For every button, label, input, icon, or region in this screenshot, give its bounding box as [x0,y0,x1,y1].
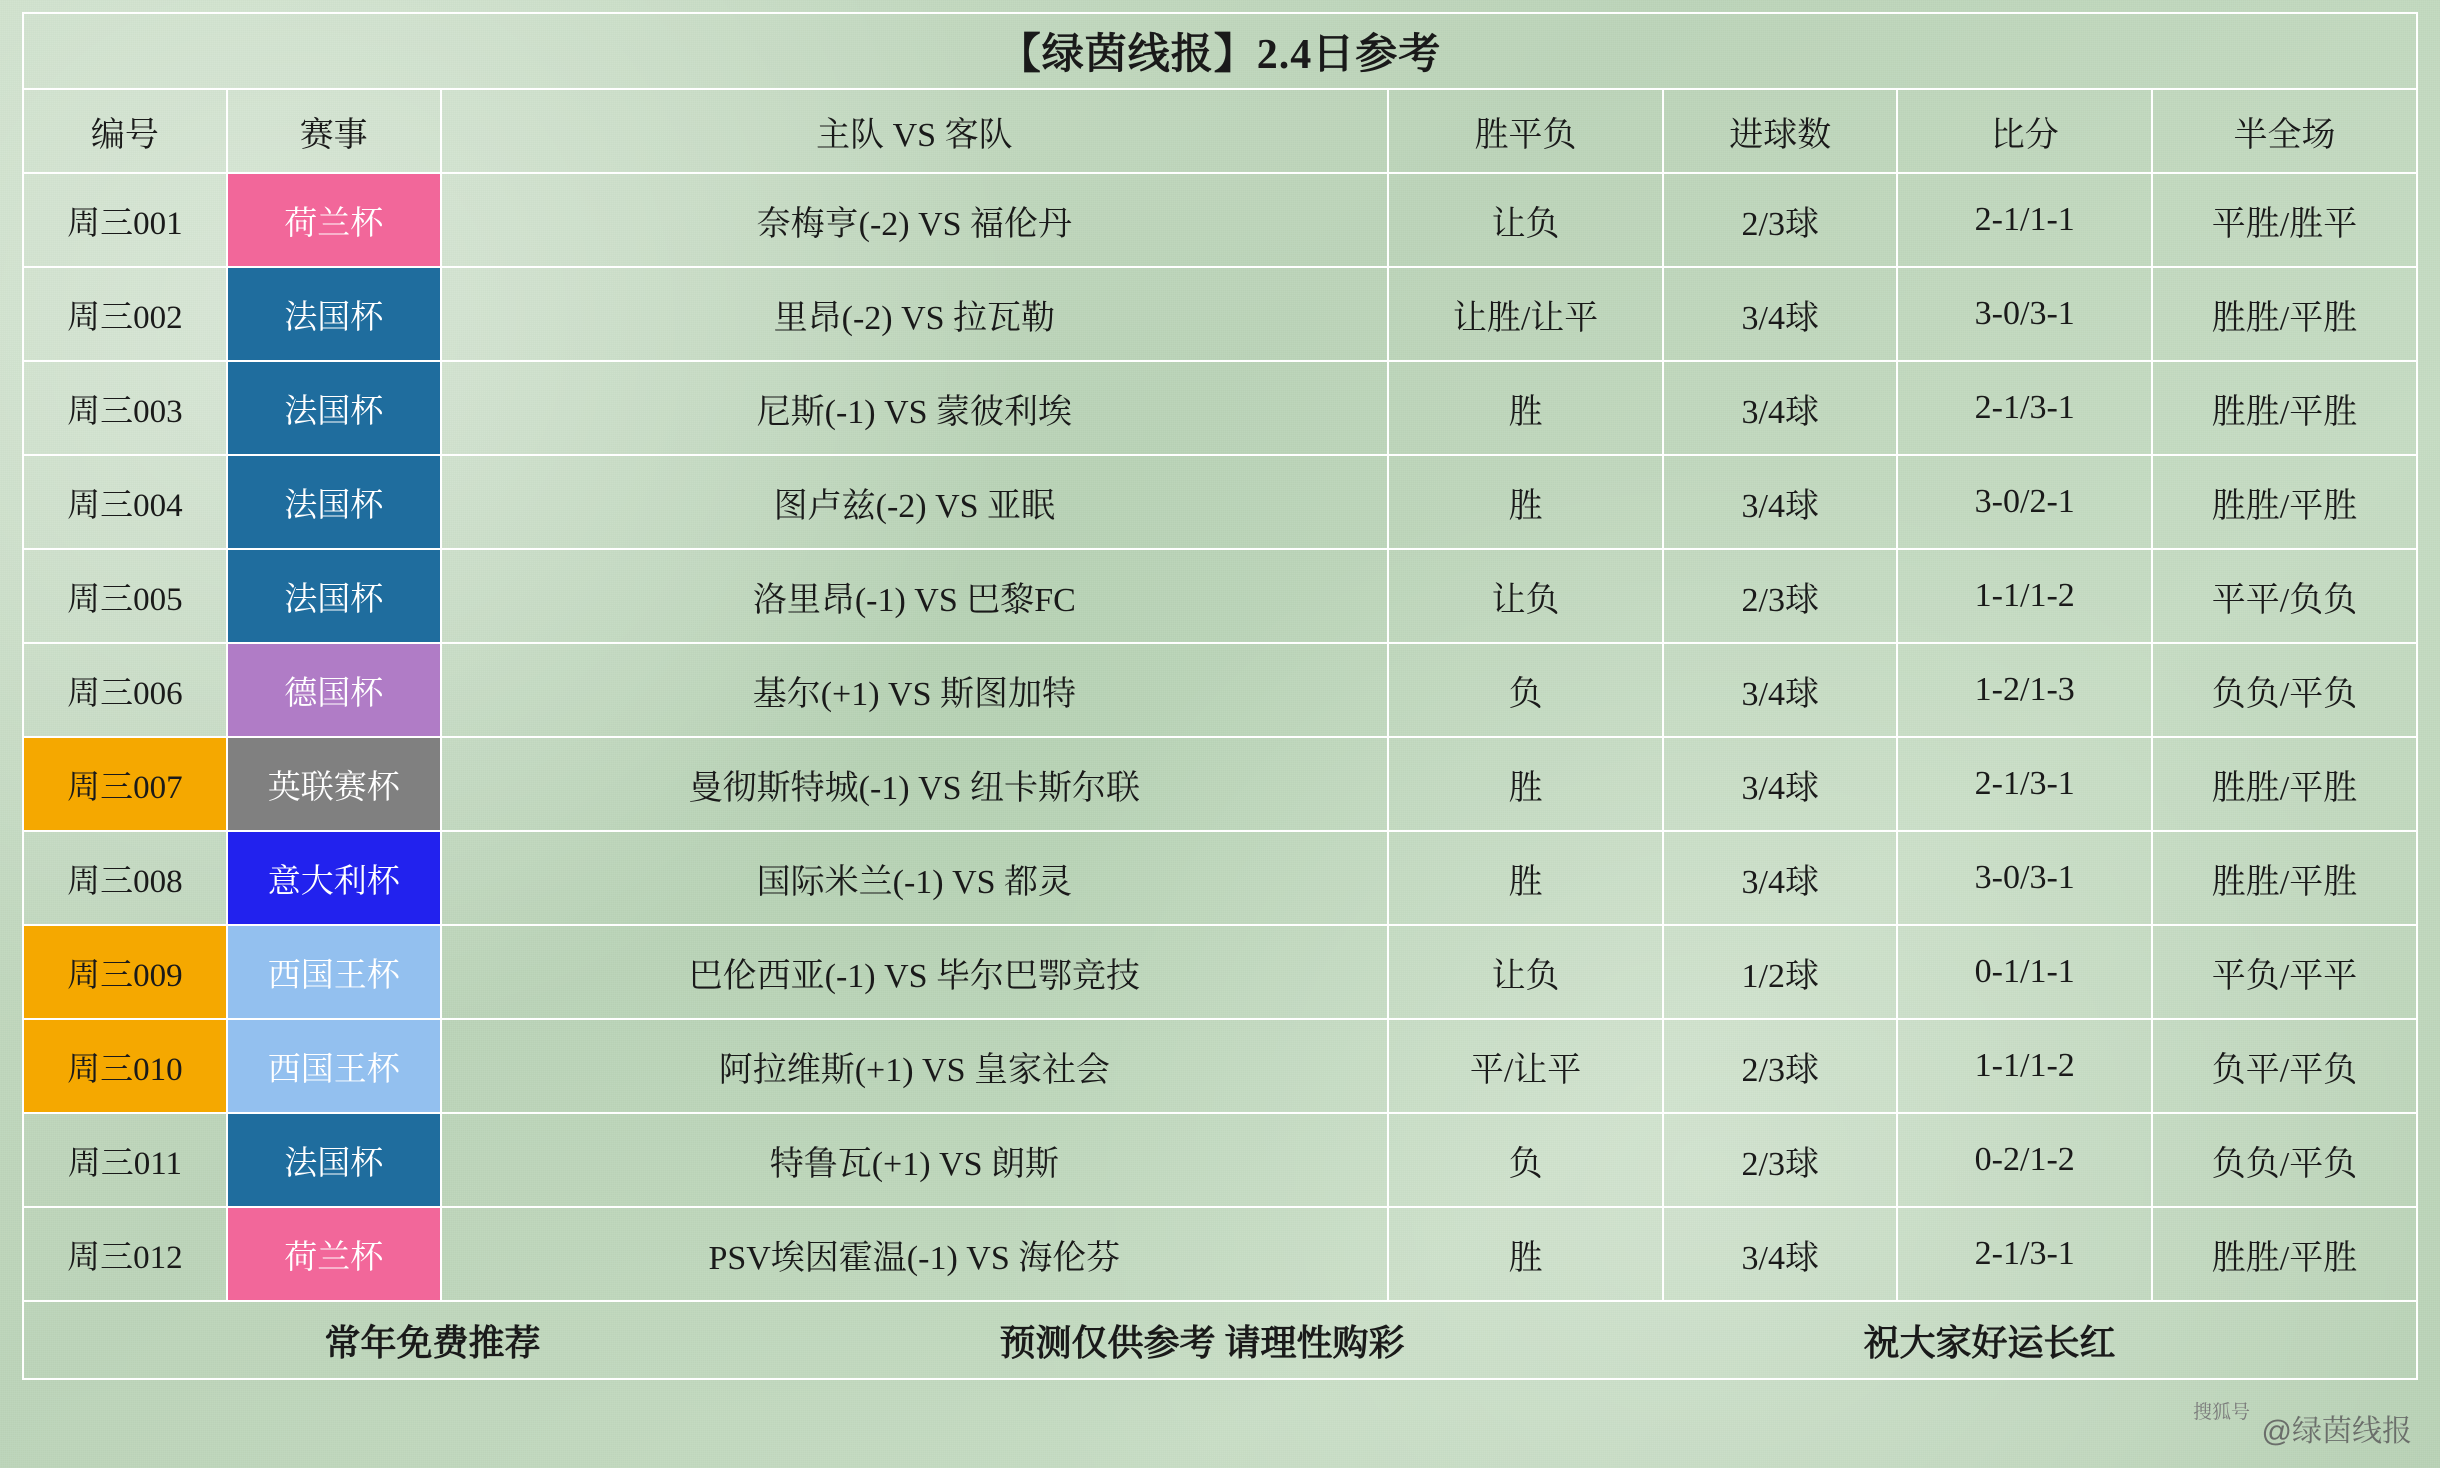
match-number: 周三007 [23,737,227,831]
match-number: 周三004 [23,455,227,549]
goals-pick: 2/3球 [1663,1019,1897,1113]
score-pick: 1-2/1-3 [1897,643,2152,737]
column-header-no: 编号 [23,89,227,173]
league-badge: 法国杯 [227,267,441,361]
htft-pick: 负负/平负 [2152,1113,2417,1207]
watermark-account [2262,1406,2412,1450]
score-pick: 2-1/3-1 [1897,361,2152,455]
match-teams: 里昂(-2) VS 拉瓦勒 [441,267,1388,361]
htft-pick: 负负/平负 [2152,643,2417,737]
league-badge: 德国杯 [227,643,441,737]
column-header-htft: 半全场 [2152,89,2417,173]
wdl-pick: 让负 [1388,549,1663,643]
wdl-pick: 负 [1388,643,1663,737]
match-teams: 图卢兹(-2) VS 亚眠 [441,455,1388,549]
score-pick: 2-1/3-1 [1897,737,2152,831]
footer-note-1: 常年免费推荐 [324,1322,541,1363]
column-header-wdl: 胜平负 [1388,89,1663,173]
league-badge: 西国王杯 [227,925,441,1019]
htft-pick: 胜胜/平胜 [2152,361,2417,455]
match-teams: 特鲁瓦(+1) VS 朗斯 [441,1113,1388,1207]
table-row [23,173,2417,267]
league-badge: 英联赛杯 [227,737,441,831]
column-header-match: 主队 VS 客队 [441,89,1388,173]
match-number: 周三001 [23,173,227,267]
score-pick: 3-0/2-1 [1897,455,2152,549]
title-row [23,13,2417,89]
table-row [23,267,2417,361]
wdl-pick: 负 [1388,1113,1663,1207]
goals-pick: 3/4球 [1663,1207,1897,1301]
footer-note-3: 祝大家好运长红 [1863,1322,2116,1363]
wdl-pick: 胜 [1388,831,1663,925]
goals-pick: 3/4球 [1663,737,1897,831]
table-row [23,549,2417,643]
htft-pick: 平平/负负 [2152,549,2417,643]
wdl-pick: 让胜/让平 [1388,267,1663,361]
htft-pick: 胜胜/平胜 [2152,831,2417,925]
goals-pick: 3/4球 [1663,643,1897,737]
goals-pick: 3/4球 [1663,267,1897,361]
match-number: 周三009 [23,925,227,1019]
league-badge: 法国杯 [227,361,441,455]
match-teams: 曼彻斯特城(-1) VS 纽卡斯尔联 [441,737,1388,831]
watermark-platform: 搜狐号 [2192,1402,2250,1423]
league-badge: 荷兰杯 [227,173,441,267]
score-pick: 0-1/1-1 [1897,925,2152,1019]
match-teams: PSV埃因霍温(-1) VS 海伦芬 [441,1207,1388,1301]
league-badge: 法国杯 [227,1113,441,1207]
match-number: 周三006 [23,643,227,737]
watermark-account-label: @绿茵线报 [2261,1415,2412,1448]
htft-pick: 负平/平负 [2152,1019,2417,1113]
match-number: 周三010 [23,1019,227,1113]
table-row [23,1207,2417,1301]
wdl-pick: 胜 [1388,361,1663,455]
htft-pick: 平胜/胜平 [2152,173,2417,267]
table-header-row [23,89,2417,173]
score-pick: 0-2/1-2 [1897,1113,2152,1207]
league-badge: 法国杯 [227,455,441,549]
htft-pick: 胜胜/平胜 [2152,1207,2417,1301]
goals-pick: 2/3球 [1663,1113,1897,1207]
match-number: 周三002 [23,267,227,361]
footer-bar [23,1301,2417,1379]
table-row [23,361,2417,455]
table-row [23,925,2417,1019]
score-pick: 1-1/1-2 [1897,1019,2152,1113]
match-teams: 巴伦西亚(-1) VS 毕尔巴鄂竞技 [441,925,1388,1019]
goals-pick: 3/4球 [1663,455,1897,549]
league-badge: 西国王杯 [227,1019,441,1113]
score-pick: 3-0/3-1 [1897,267,2152,361]
table-row [23,1113,2417,1207]
htft-pick: 胜胜/平胜 [2152,737,2417,831]
table-row [23,831,2417,925]
page-title: 【绿茵线报】2.4日参考 [23,13,2417,89]
wdl-pick: 让负 [1388,173,1663,267]
footer-row [23,1301,2417,1379]
league-badge: 意大利杯 [227,831,441,925]
score-pick: 1-1/1-2 [1897,549,2152,643]
score-pick: 2-1/3-1 [1897,1207,2152,1301]
htft-pick: 胜胜/平胜 [2152,455,2417,549]
match-teams: 奈梅亨(-2) VS 福伦丹 [441,173,1388,267]
table-row [23,1019,2417,1113]
league-badge: 荷兰杯 [227,1207,441,1301]
match-number: 周三012 [23,1207,227,1301]
wdl-pick: 胜 [1388,1207,1663,1301]
column-header-goals: 进球数 [1663,89,1897,173]
goals-pick: 2/3球 [1663,549,1897,643]
footer-note-2: 预测仅供参考 请理性购彩 [999,1322,1405,1363]
prediction-table [22,12,2418,1380]
goals-pick: 1/2球 [1663,925,1897,1019]
table-row [23,737,2417,831]
match-teams: 国际米兰(-1) VS 都灵 [441,831,1388,925]
match-teams: 尼斯(-1) VS 蒙彼利埃 [441,361,1388,455]
wdl-pick: 胜 [1388,737,1663,831]
goals-pick: 3/4球 [1663,831,1897,925]
wdl-pick: 平/让平 [1388,1019,1663,1113]
match-teams: 洛里昂(-1) VS 巴黎FC [441,549,1388,643]
htft-pick: 胜胜/平胜 [2152,267,2417,361]
goals-pick: 3/4球 [1663,361,1897,455]
score-pick: 2-1/1-1 [1897,173,2152,267]
match-number: 周三011 [23,1113,227,1207]
table-row [23,455,2417,549]
league-badge: 法国杯 [227,549,441,643]
htft-pick: 平负/平平 [2152,925,2417,1019]
column-header-league: 赛事 [227,89,441,173]
column-header-score: 比分 [1897,89,2152,173]
match-number: 周三008 [23,831,227,925]
match-number: 周三005 [23,549,227,643]
wdl-pick: 胜 [1388,455,1663,549]
table-row [23,643,2417,737]
match-teams: 阿拉维斯(+1) VS 皇家社会 [441,1019,1388,1113]
goals-pick: 2/3球 [1663,173,1897,267]
match-teams: 基尔(+1) VS 斯图加特 [441,643,1388,737]
wdl-pick: 让负 [1388,925,1663,1019]
score-pick: 3-0/3-1 [1897,831,2152,925]
match-number: 周三003 [23,361,227,455]
